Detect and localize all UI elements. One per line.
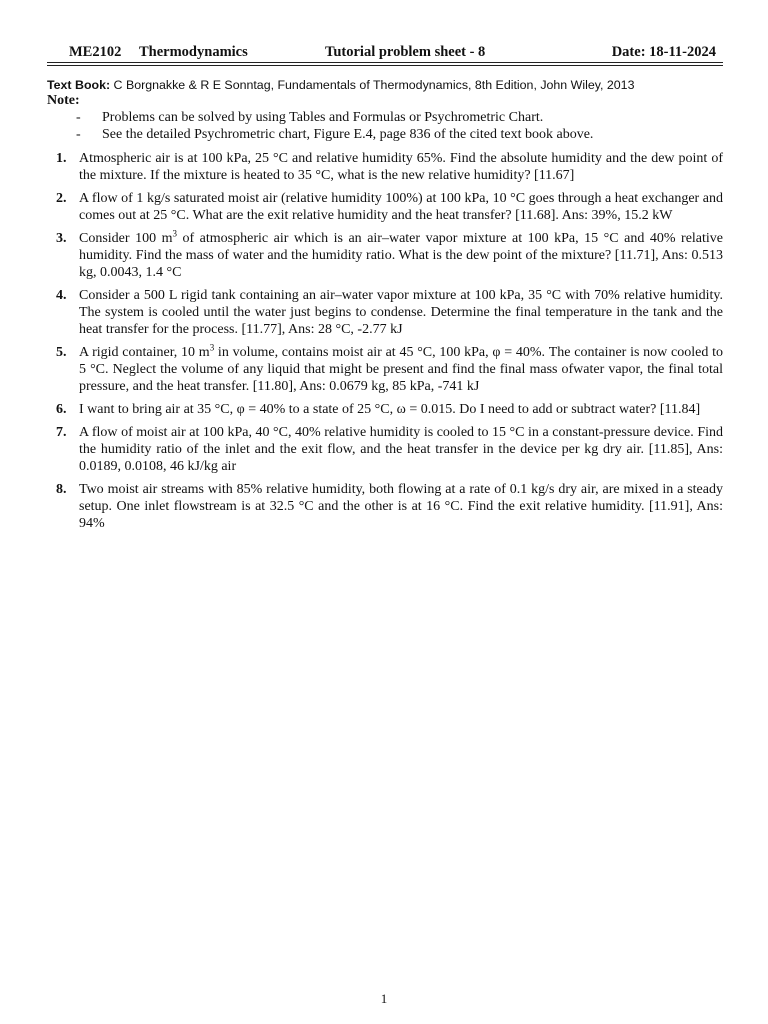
course-name: Thermodynamics xyxy=(139,44,248,60)
note-label: Note: xyxy=(47,93,80,108)
note-bullet: - xyxy=(76,110,81,125)
problem-item xyxy=(51,424,723,475)
problem-item xyxy=(51,230,723,281)
sheet-date: Date: 18-11-2024 xyxy=(611,44,716,60)
problem-number: 7. xyxy=(56,425,67,440)
sheet-title: Tutorial problem sheet - 8 xyxy=(325,44,486,60)
note-item xyxy=(76,109,726,126)
superscript: 3 xyxy=(172,228,177,239)
superscript: 3 xyxy=(209,342,215,353)
problem-item xyxy=(51,150,723,184)
problem-item xyxy=(51,481,723,532)
note-bullet: - xyxy=(76,127,81,142)
problem-text xyxy=(79,230,723,281)
problem-item xyxy=(51,401,723,418)
problem-text: A flow of 1 kg/s saturated moist air (relative humidity 100%) at 100 kPa, 10 °C goes through a heat exchanger and comes out at 25 °C. What are the exit relative humidity and the heat transfer? [11.68]. Ans: 39%, 15.2 kW xyxy=(79,191,723,223)
textbook-label: Text Book: xyxy=(47,78,111,92)
note-item-text: Problems can be solved by using Tables and Formulas or Psychrometric Chart. xyxy=(102,110,544,125)
problem-number: 2. xyxy=(56,191,67,206)
problem-list xyxy=(51,150,723,538)
problem-text-part: Consider 100 m xyxy=(79,231,173,246)
problem-number: 1. xyxy=(56,151,67,166)
header-rule-bottom xyxy=(47,65,723,66)
problem-text: A flow of moist air at 100 kPa, 40 °C, 40% relative humidity is cooled to 15 °C in a constant-pressure device. Find the humidity ratio of the inlet and the exit flow, and the heat transfer in the device per kg dry air. [11.85], Ans: 0.0189, 0.0108, 46 kJ/kg air xyxy=(79,425,723,474)
note-item xyxy=(76,126,726,143)
problem-text: Two moist air streams with 85% relative humidity, both flowing at a rate of 0.1 kg/s dry air, are mixed in a steady setup. One inlet flowstream is at 32.5 °C and the other is at 16 °C. Find the exit relative humidity. [11.91], Ans: 94% xyxy=(79,482,723,531)
note-list xyxy=(76,109,726,143)
problem-item xyxy=(51,344,723,395)
problem-text: Atmospheric air is at 100 kPa, 25 °C and relative humidity 65%. Find the absolute humidity and the dew point of the mixture. If the mixture is heated to 35 °C, what is the new relative humidity? [11.67] xyxy=(79,151,723,183)
problem-number: 5. xyxy=(56,345,67,360)
problem-item xyxy=(51,190,723,224)
problem-text-part: of atmospheric air which is an air–water vapor mixture at 100 kPa, 15 °C and 40% relative humidity. Find the mass of water and the humidity ratio. What is the dew point of the mixture? [11.71], Ans: 0.513 kg, 0.0043, 1.4 °C xyxy=(79,231,724,280)
note-item-text: See the detailed Psychrometric chart, Figure E.4, page 836 of the cited text book above. xyxy=(102,127,594,142)
textbook-citation: C Borgnakke & R E Sonntag, Fundamentals of Thermodynamics, 8th Edition, John Wiley, 2013 xyxy=(110,78,635,92)
problem-text: Consider a 500 L rigid tank containing an air–water vapor mixture at 100 kPa, 35 °C with 70% relative humidity. The system is cooled until the water just begins to condense. Determine the final temperature in the tank and the heat transfer for the process. [11.77], Ans: 28 °C, -2.77 kJ xyxy=(79,288,723,337)
page-number: 1 xyxy=(380,991,388,1006)
problem-number: 3. xyxy=(56,231,67,246)
problem-text-part: in volume, contains moist air at 45 °C, 100 kPa, φ = 40%. The container is now cooled to 5 °C. Neglect the volume of any liquid that might be present and find the final mass ofwater vapor, the final total pressure, and the heat transfer. [11.80], Ans: 0.0679 kg, 85 kPa, -741 kJ xyxy=(79,345,723,394)
header-rule-top xyxy=(47,62,723,63)
problem-text xyxy=(79,344,723,395)
problem-item xyxy=(51,287,723,338)
problem-number: 8. xyxy=(56,482,67,497)
problem-text: I want to bring air at 35 °C, φ = 40% to a state of 25 °C, ω = 0.015. Do I need to add or subtract water? [11.84] xyxy=(79,402,701,417)
problem-number: 6. xyxy=(56,402,67,417)
course-code: ME2102 xyxy=(69,44,122,60)
textbook-line xyxy=(47,78,727,92)
problem-number: 4. xyxy=(56,288,67,303)
problem-text-part: A rigid container, 10 m xyxy=(79,345,210,360)
